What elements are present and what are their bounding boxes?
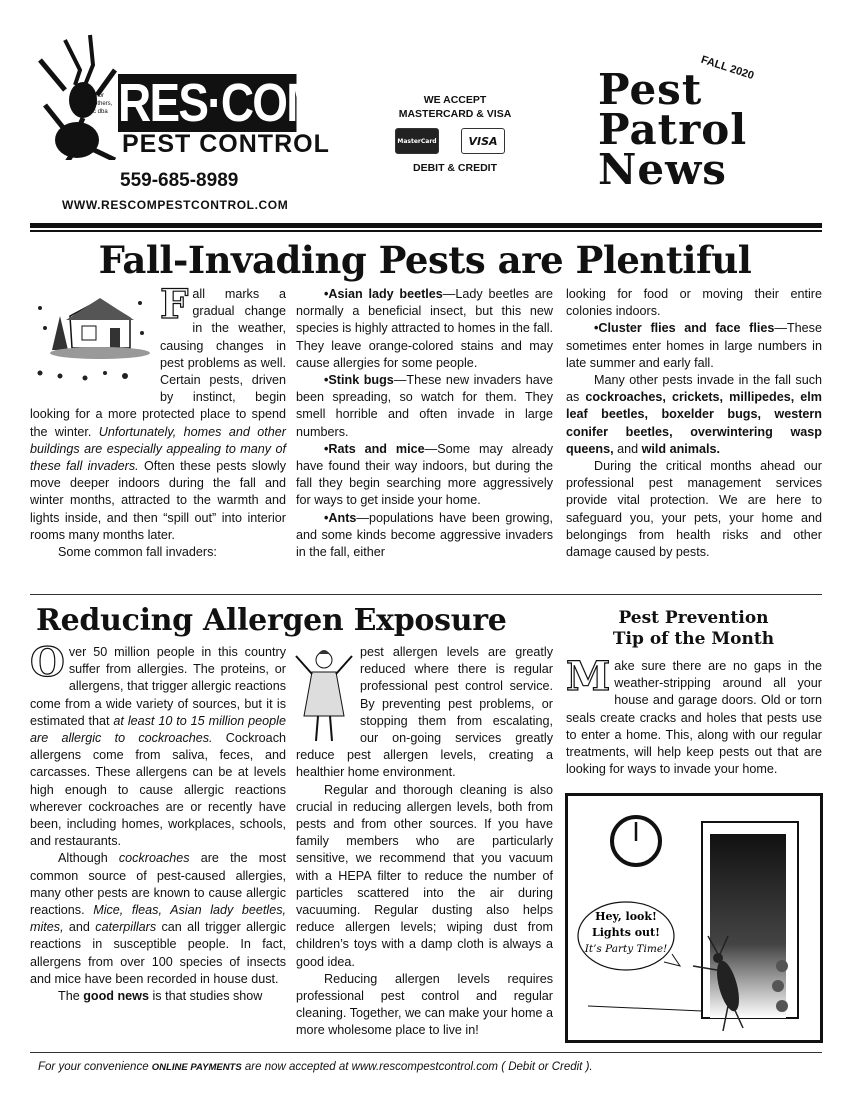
text-run: Reducing allergen levels requires professional pest control and regular cleaning. Together, we can make your home a more wholesome place to live in! xyxy=(296,971,553,1038)
text-run: —populations have been growing, and some kinds become aggressive invaders in the fall, either xyxy=(296,510,553,560)
text-run: Although xyxy=(58,851,119,866)
paragraph xyxy=(296,286,553,372)
clock-icon xyxy=(612,817,660,865)
paragraph xyxy=(296,971,553,1040)
drop-cap: O xyxy=(30,639,65,686)
bubble-line-2: Lights out! xyxy=(592,926,660,939)
payment-cards xyxy=(390,128,510,154)
logo-subtitle: PEST CONTROL xyxy=(122,130,330,158)
footer-prefix: For your convenience xyxy=(38,1061,152,1073)
text-run: and xyxy=(613,441,642,456)
text-run: —These sometimes enter homes in large numbers in late summer and early fall. xyxy=(566,321,822,370)
text-run: are the most common source of pest-caused allergies, many other pests are known to cause allergic reactions. xyxy=(30,851,287,918)
debit-credit-text: DEBIT & CREDIT xyxy=(413,162,497,174)
text-run: Many other pests invade in the fall such as xyxy=(566,373,822,405)
footer-note xyxy=(38,1061,593,1073)
italic-text: Mice, fleas, Asian lady beetles, mites, xyxy=(30,903,286,935)
article-body xyxy=(566,286,822,561)
house-with-pests-illustration xyxy=(30,288,152,390)
text-run: Often these pests slowly move deeper indoors during the fall and winter months, attracted to the warmth and lights inside, and then “spill out” into interior rooms many months later. xyxy=(30,459,286,542)
paragraph xyxy=(566,286,822,320)
paragraph xyxy=(296,372,553,441)
paragraph xyxy=(30,988,286,1005)
bubble-line-3: It’s Party Time! xyxy=(584,943,668,955)
phone-number: 559-685-8989 xyxy=(120,170,239,191)
text-run: During the critical months ahead our professional pest management services provide vital protection. We are here to safeguard you, your pets, your home and belongings from health risks and other damage caused by pests. xyxy=(566,459,822,560)
bold-text: cockroaches, crickets, millipedes, elm leaf beetles, boxelder bugs, western conifer beetles, overwintering wasp queens, xyxy=(566,390,822,456)
logo-wordmark: RES·COM xyxy=(118,73,323,133)
footer-online-payments: ONLINE PAYMENTS xyxy=(151,1062,242,1073)
text-run: The xyxy=(58,989,84,1004)
tip-title-line-1: Pest Prevention xyxy=(618,608,769,628)
paragraph xyxy=(30,639,286,850)
paragraph xyxy=(30,544,286,561)
article2-column-2 xyxy=(296,644,553,1040)
masthead-line: News xyxy=(598,145,727,194)
text-run: ver 50 million people in this country suffer from allergies. The proteins, or allergens, that trigger allergic reactions come from a wide variety of sources, but it is estimated that xyxy=(30,645,286,728)
italic-text: Unfortunately, homes and other buildings are especially appealing to many of these fall invaders. xyxy=(30,424,286,474)
masthead-line: Pest xyxy=(598,65,703,114)
header-divider-thick xyxy=(30,223,822,228)
paragraph xyxy=(30,850,286,988)
accept-line-2: MASTERCARD & VISA xyxy=(398,108,512,120)
text-run: is that studies show xyxy=(148,989,263,1004)
bubble-line-1: Hey, look! xyxy=(595,910,657,923)
text-run: ake sure there are no gaps in the weather-stripping around all your house and garage doors. Old or torn seals create cracks and holes that pests use to enter a home. This, along with our regular treatments, will help keep pests out that are looking for ways to invade your home. xyxy=(566,659,822,777)
tip-body xyxy=(566,653,822,778)
cockroach-cartoon xyxy=(565,793,823,1043)
article1-column-2 xyxy=(296,286,553,561)
bold-text: good news xyxy=(83,989,149,1004)
text-run: —These new invaders have been spreading, so watch for them. They smell horrible and often invade in large numbers. xyxy=(296,373,554,439)
bold-text: •Cluster flies and face flies xyxy=(594,321,775,336)
italic-text: caterpillars xyxy=(95,920,157,935)
header-divider-thin xyxy=(30,230,822,232)
payment-accept-text xyxy=(380,93,530,121)
visa-icon: VISA xyxy=(461,128,505,154)
article2-column-1 xyxy=(30,639,287,1005)
paragraph xyxy=(566,320,822,372)
article1-column-1 xyxy=(30,281,286,561)
paragraph xyxy=(566,372,822,458)
bold-text: •Asian lady beetles xyxy=(324,287,443,301)
article-title-allergen: Reducing Allergen Exposure xyxy=(36,603,507,638)
text-run: can all trigger allergic reactions in susceptible people. In fact, allergens from over 100 species of insects and mice have been recorded in house dust. xyxy=(30,920,286,986)
text-run: all marks a gradual change in the weather, causing changes in pest problems as well. Certain pests, driven by instinct, begin looking for a more protected place to spend the winter. xyxy=(30,287,286,439)
paragraph xyxy=(566,458,822,561)
accept-line-1: WE ACCEPT xyxy=(423,94,487,106)
paragraph xyxy=(296,782,553,971)
italic-text: at least 10 to 15 million people are allergic to cockroaches. xyxy=(30,713,286,746)
text-run: Regular and thorough cleaning is also crucial in reducing allergen levels, both from pests and from other sources. If you have family members who are particularly sensitive, we recommend that you vacuum with a HEPA filter to reduce the number of particles scattered into the air during vacuuming. Regular dusting also helps reduce allergen levels; wiping dust from children’s toys with a damp cloth is always a good idea. xyxy=(296,782,553,969)
cartoon-illustration xyxy=(568,796,820,1040)
website-link[interactable]: WWW.RESCOMPESTCONTROL.COM xyxy=(62,198,289,212)
girl-illustration xyxy=(290,646,358,746)
text-run: pest allergen levels are greatly reduced where there is regular professional pest control service. By preventing pest problems, or stopping them from escalating, our on-going services greatly reduce pest allergen levels, creating a healthier home environment. xyxy=(296,645,553,780)
article-body xyxy=(296,286,553,561)
footer-suffix: are now accepted at www.rescompestcontrol.com ( Debit or Credit ). xyxy=(241,1061,593,1073)
masthead-line: Patrol xyxy=(598,105,748,154)
italic-text: cockroaches xyxy=(118,851,190,866)
drop-cap: F xyxy=(160,281,189,328)
drop-cap: M xyxy=(566,653,611,700)
text-run: —Lady beetles are normally a beneficial insect, but this new species is highly attracted to homes in the fall. They leave orange-colored stains and may cause allergies for some people. xyxy=(296,287,553,370)
bold-text: •Stink bugs xyxy=(324,373,394,388)
text-run: looking for food or moving their entire colonies indoors. xyxy=(566,287,822,319)
tip-text xyxy=(566,653,822,778)
article-title-fall-pests: Fall-Invading Pests are Plentiful xyxy=(98,238,752,282)
paragraph xyxy=(296,510,553,562)
paragraph xyxy=(296,441,553,510)
text-run: Some common fall invaders: xyxy=(58,545,217,560)
tip-title-line-2: Tip of the Month xyxy=(612,629,775,649)
article1-column-3 xyxy=(566,286,822,561)
logo-owner-text: Taylor Brothers, Inc dba xyxy=(88,93,113,115)
section-divider xyxy=(30,594,822,595)
article-body xyxy=(30,639,287,1005)
mastercard-icon: MasterCard xyxy=(395,128,439,154)
issue-label: FALL 2020 xyxy=(699,53,756,83)
text-run: Cockroach allergens come from saliva, feces, and carcasses. These allergens can be at levels high enough to cause allergic reactions wherever cockroaches are or recently have been, including homes, workplaces, schools, and restaurants. xyxy=(30,731,286,849)
text-run: and xyxy=(63,920,96,935)
bold-text: •Rats and mice xyxy=(324,441,425,456)
bold-text: wild animals. xyxy=(641,441,720,456)
paragraph xyxy=(566,653,822,778)
footer-divider xyxy=(30,1052,822,1053)
text-run: —Some may already have found their way indoors, but during the fall they begin searching more aggressively for ways to get inside your home. xyxy=(296,441,553,508)
tip-of-month-heading xyxy=(565,608,822,650)
bold-text: •Ants xyxy=(324,510,357,525)
